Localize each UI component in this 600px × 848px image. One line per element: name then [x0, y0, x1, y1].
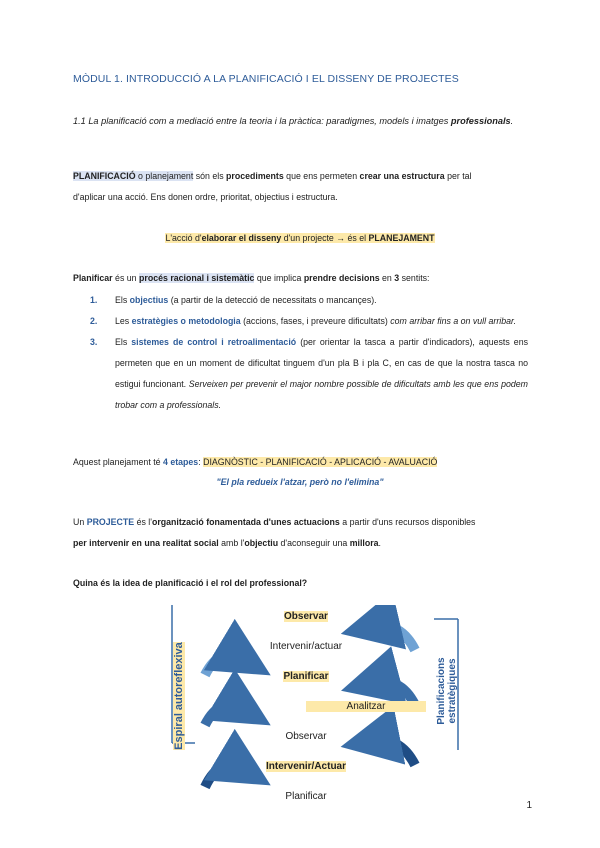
step-label: Intervenir/actuar — [269, 641, 343, 652]
planning-list — [90, 290, 528, 416]
step-label: Intervenir/Actuar — [265, 761, 347, 772]
step-label: Planificar — [283, 671, 329, 682]
list-item: 2. Les estratègies o metodologia (accions, fases, i preveure dificultats) com arribar fins a on vull arribar. — [90, 316, 517, 326]
page-title: MÒDUL 1. INTRODUCCIÓ A LA PLANIFICACIÓ I EL DISSENY DE PROJECTES — [73, 73, 459, 85]
left-vertical-label: Espiral autoreflexiva — [173, 642, 185, 750]
spiral-arrow-icon — [205, 655, 245, 675]
question: Quina és la idea de planificació i el rol del professional? — [73, 578, 308, 588]
etapes-line: Aquest planejament té 4 etapes: DIAGNÒSTIC - PLANIFICACIÓ - APLICACIÓ - AVALUACIÓ — [73, 457, 438, 467]
section-subtitle: 1.1 La planificació com a mediació entre la teoria i la pràctica: paradigmes, models i imatges professionals. — [73, 116, 514, 126]
page-number: 1 — [526, 800, 532, 811]
projecte-paragraph: Un PROJECTE és l'organització fonamentada d'unes actuacions a partir d'uns recursos disponibles per intervenir en una realitat social amb l'objectiu d'aconseguir una millora. — [73, 517, 476, 548]
quote: "El pla redueix l'atzar, però no l'elimina" — [216, 477, 384, 487]
spiral-arrow-icon — [205, 765, 245, 787]
right-vertical-label: Planificacions estratègiques — [436, 657, 458, 725]
return-arrow-icon — [370, 626, 415, 650]
step-label: Observar — [284, 611, 328, 622]
step-label: Analitzar — [306, 701, 426, 712]
step-label: Planificar — [285, 791, 327, 802]
return-arrow-icon — [370, 740, 415, 765]
step-label: Observar — [285, 731, 327, 742]
planificar-paragraph: Planificar és un procés racional i sistemàtic que implica prendre decisions en 3 sentits: — [73, 273, 430, 283]
planejament-highlight: L'acció d'elaborar el disseny d'un projecte → és el PLANEJAMENT — [165, 233, 435, 243]
list-item: 3. Els sistemes de control i retroalimentació (per orientar la tasca a partir d'indicadors), aquests ens permeten que en un moment de dificultat tinguem d'un pla B i pla C, en cas de que la nostra tasca no estigui funcionant. Serveixen per prevenir el major nombre possible de dificultats amb les que ens podem trobar com a professionals. — [90, 337, 529, 410]
planificacio-paragraph: PLANIFICACIÓ o planejament són els procediments que ens permeten crear una estructura per tal d'aplicar una acció. Ens donen ordre, prioritat, objectius i estructura. — [73, 171, 472, 202]
list-item: 1. Els objectius (a partir de la detecció de necessitats o mancançes). — [90, 295, 377, 305]
spiral-arrow-icon — [205, 705, 245, 725]
